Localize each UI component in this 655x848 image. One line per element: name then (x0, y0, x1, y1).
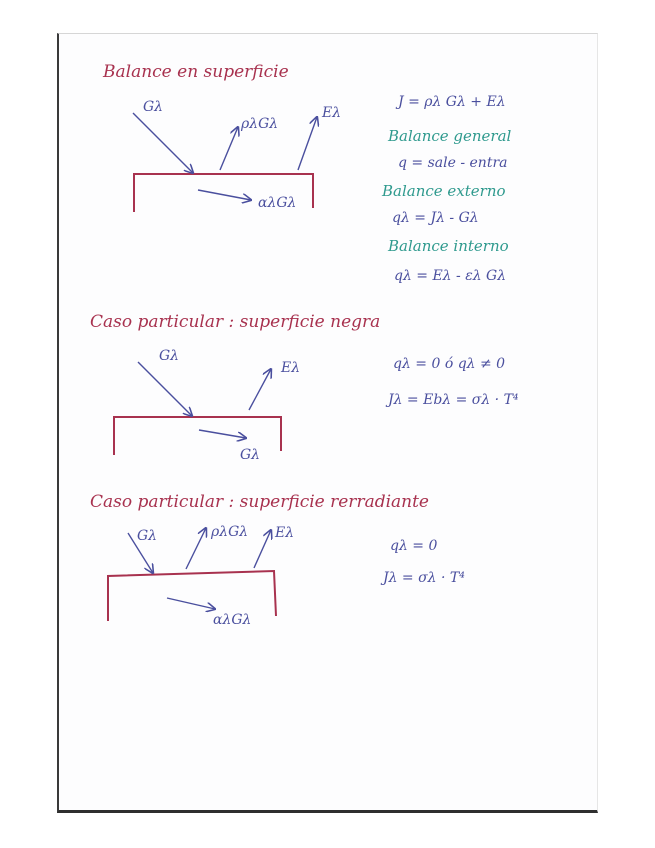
internal-balance-title: Balance interno (388, 237, 509, 255)
absorbed-label: αλGλ (258, 195, 297, 211)
absorbed-ray (199, 430, 246, 438)
general-balance-equation: q = sale - entra (398, 155, 508, 171)
incident-label: Gλ (137, 528, 158, 544)
external-balance-title: Balance externo (382, 182, 506, 200)
blackbody-emission-equation: Jλ = Ebλ = σλ · T⁴ (388, 392, 519, 408)
section3-diagram (108, 524, 294, 628)
section2-heading: Caso particular : superficie negra (90, 312, 381, 332)
incident-ray (133, 113, 193, 173)
reflected-ray (220, 127, 238, 170)
external-balance-equation: qλ = Jλ - Gλ (392, 210, 479, 226)
reflected-ray (186, 528, 206, 569)
section1-diagram (133, 99, 341, 212)
radiosity-equation: J = ρλ Gλ + Eλ (398, 94, 506, 110)
emitted-ray (298, 117, 317, 170)
incident-label: Gλ (159, 348, 180, 364)
flux-condition: qλ = 0 ó qλ ≠ 0 (393, 356, 506, 372)
general-balance-title: Balance general (388, 127, 512, 145)
absorbed-label: αλGλ (213, 612, 252, 628)
absorbed-label: Gλ (240, 447, 261, 463)
absorbed-ray (167, 598, 215, 609)
emitted-label: Eλ (281, 360, 301, 376)
emitted-ray (254, 530, 271, 568)
section3-equations (380, 538, 465, 586)
incident-label: Gλ (143, 99, 164, 115)
reflected-label: ρλGλ (211, 524, 249, 540)
section3-heading: Caso particular : superficie rerradiante (90, 492, 429, 512)
internal-balance-equation: qλ = Eλ - ελ Gλ (394, 268, 507, 284)
incident-ray (138, 362, 192, 416)
section2-equations (385, 356, 519, 408)
emitted-label: Eλ (275, 525, 295, 541)
reradiating-radiosity-equation: Jλ = σλ · T⁴ (383, 570, 465, 586)
emitted-ray (249, 369, 271, 410)
section1-equations (381, 94, 512, 284)
flux-condition: qλ = 0 (390, 538, 438, 554)
absorbed-ray (198, 190, 251, 200)
emitted-label: Eλ (322, 105, 342, 121)
reflected-label: ρλGλ (241, 116, 279, 132)
section1-heading: Balance en superficie (103, 62, 289, 82)
section2-diagram (114, 348, 300, 463)
